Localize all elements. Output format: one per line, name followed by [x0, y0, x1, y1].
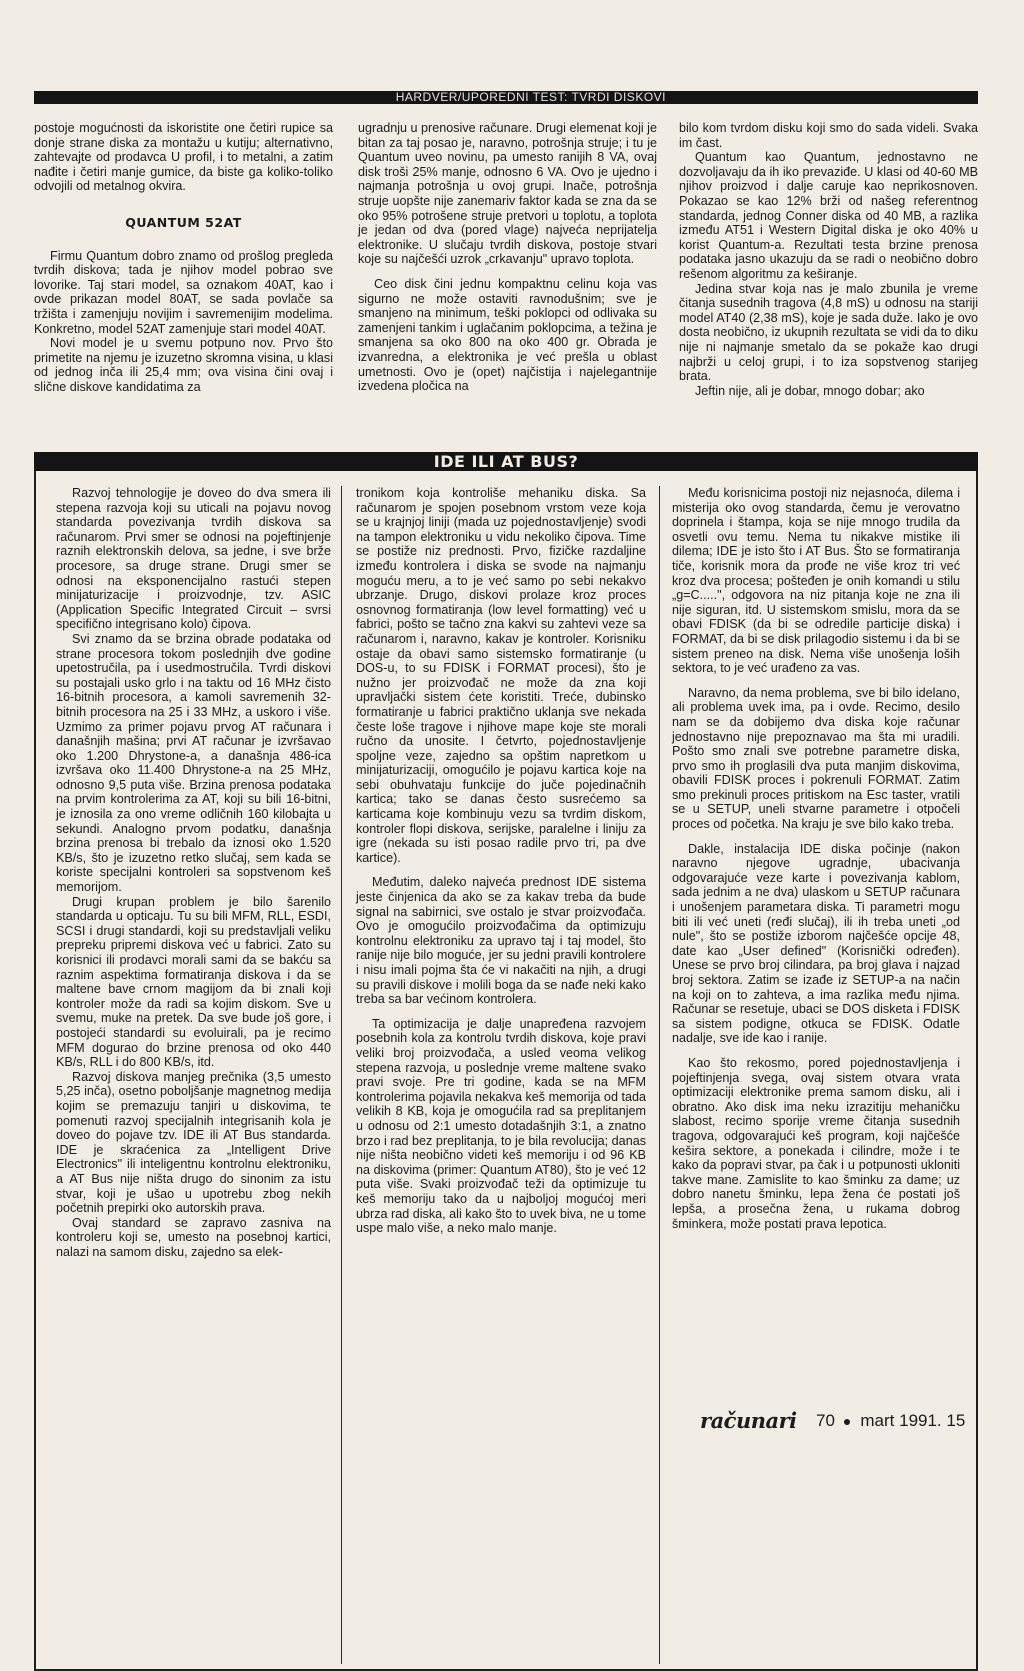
paragraph: Firmu Quantum dobro znamo od prošlog pregleda tvrdih diskova; tada je njihov model pobrao sve lovorike. Taj stari model, sa oznakom 40AT, kao i ovde prikazan model 80AT, se sada povlače sa tržišta i zamenjuju novijim i savremenijim modelima. Konkretno, model 52AT zamenjuje stari model 40AT.: [34, 248, 333, 336]
paragraph: Među korisnicima postoji niz nejasnoća, dilema i misterija oko ovog standarda, čemu je verovatno doprinela i štampa, koja se nije mnogo trudila da osvetli ovu temu. Nema tu nikakve mistike ili dilema; IDE je isto što i AT Bus. Što se formatiranja tiče, korisnik mora da prođe ne više kroz tri već kroz dva procesa; pošteđen je onih komandi u stilu „g=C.....", odgovora na niz pitanja koje ne zna ili nije siguran, itd. U sistemskom smislu, mora da se obavi FDISK (da bi se odredile particije diska) i FORMAT, da bi se disk prilagodio sistemu i da bi se sistem preneo na disk. Nema više unošenja loših sektora, to je već urađeno za vas.: [672, 486, 960, 676]
paragraph: bilo kom tvrdom disku koji smo do sada videli. Svaka im čast.: [679, 121, 978, 150]
bullet-icon: [844, 1419, 850, 1425]
box-column-1: [56, 486, 331, 1259]
section-header-bar: [34, 91, 978, 104]
sidebar-box-title: IDE ILI AT BUS?: [433, 452, 579, 471]
issue-date: mart 1991.: [860, 1411, 942, 1430]
paragraph: Quantum kao Quantum, jednostavno ne dozvoljavaju da ih iko prevaziđe. U klasi od 40-60 MB njihov proizvod i dalje caruje kao neprikosnoven. Pokazao se kao 12% brži od našeg referentnog standarda, jednog Conner diska od 40 MB, a razlika između AT51 i Western Digital diska je oko 40% u korist Quantum-a. Rezultati testa brzine prenosa podataka jasno ukazuju da se radi o neobično dobro rešenom algoritmu za keširanje.: [679, 150, 978, 281]
paragraph: Novi model je u svemu potpuno nov. Prvo što primetite na njemu je izuzetno skromna visina, u klasi od jednog inča ili 25,4 mm; ova visina čini ovaj i slične diskove kandidatima za: [34, 336, 333, 394]
paragraph: postoje mogućnosti da iskoristite one četiri rupice sa donje strane diska za montažu u kutiju; alternativno, zahtevajte od prodavca U profil, i to metalni, a zatim nađite i četiri manje gumice, da biste ga koliko-toliko odvojili od metalnog okvira.: [34, 121, 333, 194]
paragraph: Međutim, daleko najveća prednost IDE sistema jeste činjenica da ako se za kakav treba da bude signal na sabirnici, sve ostalo je stvar proizvođača. Ovo je omogućilo proizvođačima da optimizuju kontrolnu elektroniku za upravo taj i taj model, što ranije nije bilo moguće, jer su jedni pravili kontrolere i nisu imali pojma šta će vi nakačiti na njih, a drugi su pravili diskove i molili boga da se nađe neki kako treba sa bar većinom kontrolera.: [356, 875, 646, 1007]
paragraph: tronikom koja kontroliše mehaniku diska. Sa računarom je spojen posebnom vrstom veze koja se u krajnjoj liniji (mada uz pojednostavljenje) svodi na tampon elektroniku u vidu nekoliko čipova. Time se postiže niz prednosti. Prvo, fizičke razdaljine između kontrolera i diska se svode na najmanju moguću meru, a to je već samo po sebi nekakvo ubrzanje. Drugo, diskovi prolaze kroz proces osnovnog formatiranja (low level formatting) već u fabrici, pošto se tačno zna kakvi su zahtevi veze sa računarom i, naravno, kakav je kontroler. Korisniku ostaje da obavi samo sistemsko formatiranje (u DOS-u, to su FDISK i FORMAT procesi), što je nužno jer proizvođač ne može da zna koji upravljački sistem ćete koristiti. Treće, dubinsko formatiranje u fabrici praktično uklanja sve nekada česte loše tragove i njihove mape koje ste morali ručno da unosite. I četvrto, pojednostavljenje spoljne veze, zajedno sa opštim napretkom u minijaturizaciji, omogućilo je pojavu kartica koje na sebi obuhvataju funkcije do juče pojedinačnih kartica; tako se danas često susrećemo sa karticama koje kombinuju vezu sa tvrdim diskom, kontroler flopi diskova, serijske, paralelne i liniju za igre (nekada su isti posao radile prvo tri, pa dve kartice).: [356, 486, 646, 865]
paragraph: Naravno, da nema problema, sve bi bilo idelano, ali problema uvek ima, pa i ovde. Recimo, desilo nam se da dobijemo dva diska koje računar jednostavno nije prepoznavao ma šta mi uradili. Pošto smo znali sve potrebne parametre diska, prvo smo ih proglasili dva puta manjim diskovima, obavili FDISK proces i pokrenuli FORMAT. Zatim smo prekinuli proces pritiskom na Esc taster, vratili se u SETUP, uneli stvarne parametre i otpočeli proces od početka. Na kraju je sve bilo kako treba.: [672, 685, 960, 832]
paragraph: Ovaj standard se zapravo zasniva na kontroleru koji se, umesto na posebnoj kartici, nalazi na samom disku, zajedno sa elek-: [56, 1215, 331, 1259]
paragraph: Dakle, instalacija IDE diska počinje (nakon naravno njegove ugradnje, ubacivanja odgovarajuće veze karte i povezivanja kablom, sada jednim a ne dva) ulaskom u SETUP računara i unošenjem parametara diska. Ti parametri mogu biti ili već uneti (ređi slučaj), ili ih treba uneti „od nule", što se postiže izborom najčešće opcije 48, date kao „User defined" (Korisnički određen). Unese se prvo broj cilindara, pa broj glava i najzad broj sektora. Zatim se izađe iz SETUP-a na način na koji on to zahteva, a ima razlika među njima. Računar se resetuje, ubaci se DOS disketa i FDISK sa sistem podigne, otkuca se FDISK. Odatle nadalje, sve ide kao i ranije.: [672, 841, 960, 1046]
paragraph: Ta optimizacija je dalje unapređena razvojem posebnih kola za kontrolu tvrdih diskova, koje pravi veliki broj proizvođača, a usled veoma velikog stepena razvoja, u poslednje vreme maltene svako pravi svoje. Pre tri godine, kada se na MFM kontrolerima pojavila nekakva keš memorija od tada velikih 8 KB, koja je omogućila rad sa preplitanjem u odnosu od 2:1 umesto dotadašnjih 3:1, a znatno brzo i rad bez preplitanja, to je bila revolucija; danas nije ništa neobično videti keš memoriju i od 96 KB na diskovima (primer: Quantum AT80), što je već 12 puta više. Svaki proizvođač teži da optimizuje tu keš memoriju tako da u najboljoj mogućoj meri ubrza rad diska, ali kako što to uvek biva, ne u tome uspe malo više, a neko malo manje.: [356, 1016, 646, 1236]
paragraph: Kao što rekosmo, pored pojednostavljenja i pojeftinjenja svega, ovaj sistem otvara vrata optimizaciji elektronike prema samom disku, ali i obratno. Ako disk ima neku izrazitiju mehaničku slabost, recimo sporije vreme čitanja susednih tragova, odgovarajući keš program, koji najčešće kešira sektore, a ponekada i cilindre, može i te kako da popravi stvar, pa čak i u potpunosti ukloniti takve mane. Zamislite to kao šminku za dame; uz dobro nanetu šminku, lepa žena će postati još lepša, a prosečna žena, u rukama dobrog šminkera, može postati prava lepotica.: [672, 1055, 960, 1231]
page-footer: [700, 1408, 975, 1432]
paragraph: Drugi krupan problem je bilo šarenilo standarda u opticaju. Tu su bili MFM, RLL, ESDI, SCSI i drugi standardi, koji su predstavljali veliku prepreku pripremi diskova već u fabrici. Zato su korisnici ili prodavci morali sami da se bakću sa raznim aspektima formatiranja diskova i da se maltene bave crnom magijom da bi znali koji kontroler može da radi sa kojim diskom. Sve u svemu, muke na pretek. Da sve bude još gore, i postojeći standardi su evoluirali, pa je recimo MFM dogurao do brzine prenosa od oko 440 KB/s, RLL i do 800 KB/s, itd.: [56, 894, 331, 1070]
page-number: 15: [946, 1411, 966, 1430]
subheading: QUANTUM 52AT: [125, 214, 242, 230]
paragraph: Ceo disk čini jednu kompaktnu celinu koja vas sigurno ne može ostaviti ravnodušnim; sve je smanjeno na minimum, teški poklopci od odlivaka su zamenjeni tankim i uglačanim poklopcima, a težina je smanjena sa oko 800 na oko 400 gr. Obrada je izvanredna, a elektronika je već prešla u oblast umetnosti. Ovo je (opet) najčistija i najelegantnije izvedena pločica na: [358, 276, 657, 394]
top-column-2: [358, 121, 657, 394]
paragraph: Razvoj tehnologije je doveo do dva smera ili stepena razvoja koji su uticali na pojavu novog standarda povezivanja tvrdih diskova sa računarom. Prvi smer se odnosi na pojeftinjenje raznih elektronskih delova, sa jedne, i sve brže procesore, sa druge strane. Drugi smer se odnosi na eksponencijalno rastući stepen minijaturizacije i proizvodnje, tzv. ASIC (Application Specific Integrated Circuit – svrsi specifično integrisano kolo) čipova.: [56, 486, 331, 632]
box-column-3: [672, 486, 960, 1231]
paragraph: Razvoj diskova manjeg prečnika (3,5 umesto 5,25 inča), osetno poboljšanje magnetnog medija kojim se premazuju tanjiri u diskovima, te pomenuti razvoj specijalnih integrisanih kola je doveo do pojave tzv. IDE ili AT Bus standarda. IDE je skraćenica za „Intelligent Drive Electronics" ili inteligentnu kontrolnu elektroniku, a AT Bus nije ništa drugo do sinonim za istu stvar, koji je ušao u upotrebu zbog nekih početnih prepirki oko autorskih prava.: [56, 1069, 331, 1216]
paragraph: Svi znamo da se brzina obrade podataka od strane procesora tokom poslednjih dve godine upetostručila, pa i usedmostručila. Tvrdi diskovi su postajali usko grlo i na taktu od 16 MHz čisto 16-bitnih procesora, a kamoli savremenih 32-bitnih procesora na 25 i 33 MHz, a uskoro i više. Uzmimo za primer pojavu prvog AT računara i današnjih mašina; prvi AT računar je izvršavao oko 1.200 Dhrystone-a, a današnja 486-ica izvršava oko 11.400 Dhrystone-a na 25 MHz, odnosno 9,5 puta više. Brzina prenosa podataka na prvim kontrolerima za AT, koji su bili 16-bitni, je iznosila za ono vreme odličnih 160 kilobajta u sekundi. Analogno prvom podatku, današnja brzina prenosa bi trebalo da iznosi oko 1.520 KB/s, što je izuzetno retko slučaj, sem kada se koriste specijalni kontroleri sa sopstvenom keš memorijom.: [56, 631, 331, 895]
top-column-1: [34, 121, 333, 395]
sidebar-box-title-bar: [34, 452, 978, 471]
column-divider: [659, 486, 660, 1664]
paragraph: ugradnju u prenosive računare. Drugi elemenat koji je bitan za taj posao je, naravno, potrošnja struje; i tu je Quantum uveo novinu, pa umesto ranijih 8 VA, ovaj disk troši 25% manje, odnosno 6 VA. Ovo je ujedno i najmanja potrošnja u ovoj grupi. Inače, potrošnja struje uopšte nije zanemariv faktor kada se zna da se oko 95% potrošene struje pretvori u toplotu, a toplota je jedan od dva (pored vlage) najveća neprijatelja elektronike. U slučaju tvrdih diskova, postoje stvari koje su najčešći uzrok „crkavanju" upravo toplota.: [358, 121, 657, 267]
issue-number: 70: [816, 1411, 835, 1430]
paragraph: Jeftin nije, ali je dobar, mnogo dobar; ako: [695, 383, 925, 398]
column-divider: [341, 486, 342, 1664]
top-column-3: [679, 121, 978, 398]
issue-info: [816, 1411, 965, 1431]
magazine-logo: računari: [700, 1408, 797, 1433]
box-column-2: [356, 486, 646, 1236]
paragraph: Jedina stvar koja nas je malo zbunila je vreme čitanja susednih tragova (4,8 mS) u odnosu na stariji model AT40 (2,38 mS), koje je sada duže. Iako je ovo dosta neobično, iz ukupnih rezultata se vidi da to diku nije ni najmanje smetalo da se pokaže kao drugi najbrži u celoj grupi, i to iza sopstvenog starijeg brata.: [679, 281, 978, 384]
section-title: HARDVER/UPOREDNI TEST: TVRDI DISKOVI: [395, 90, 666, 104]
